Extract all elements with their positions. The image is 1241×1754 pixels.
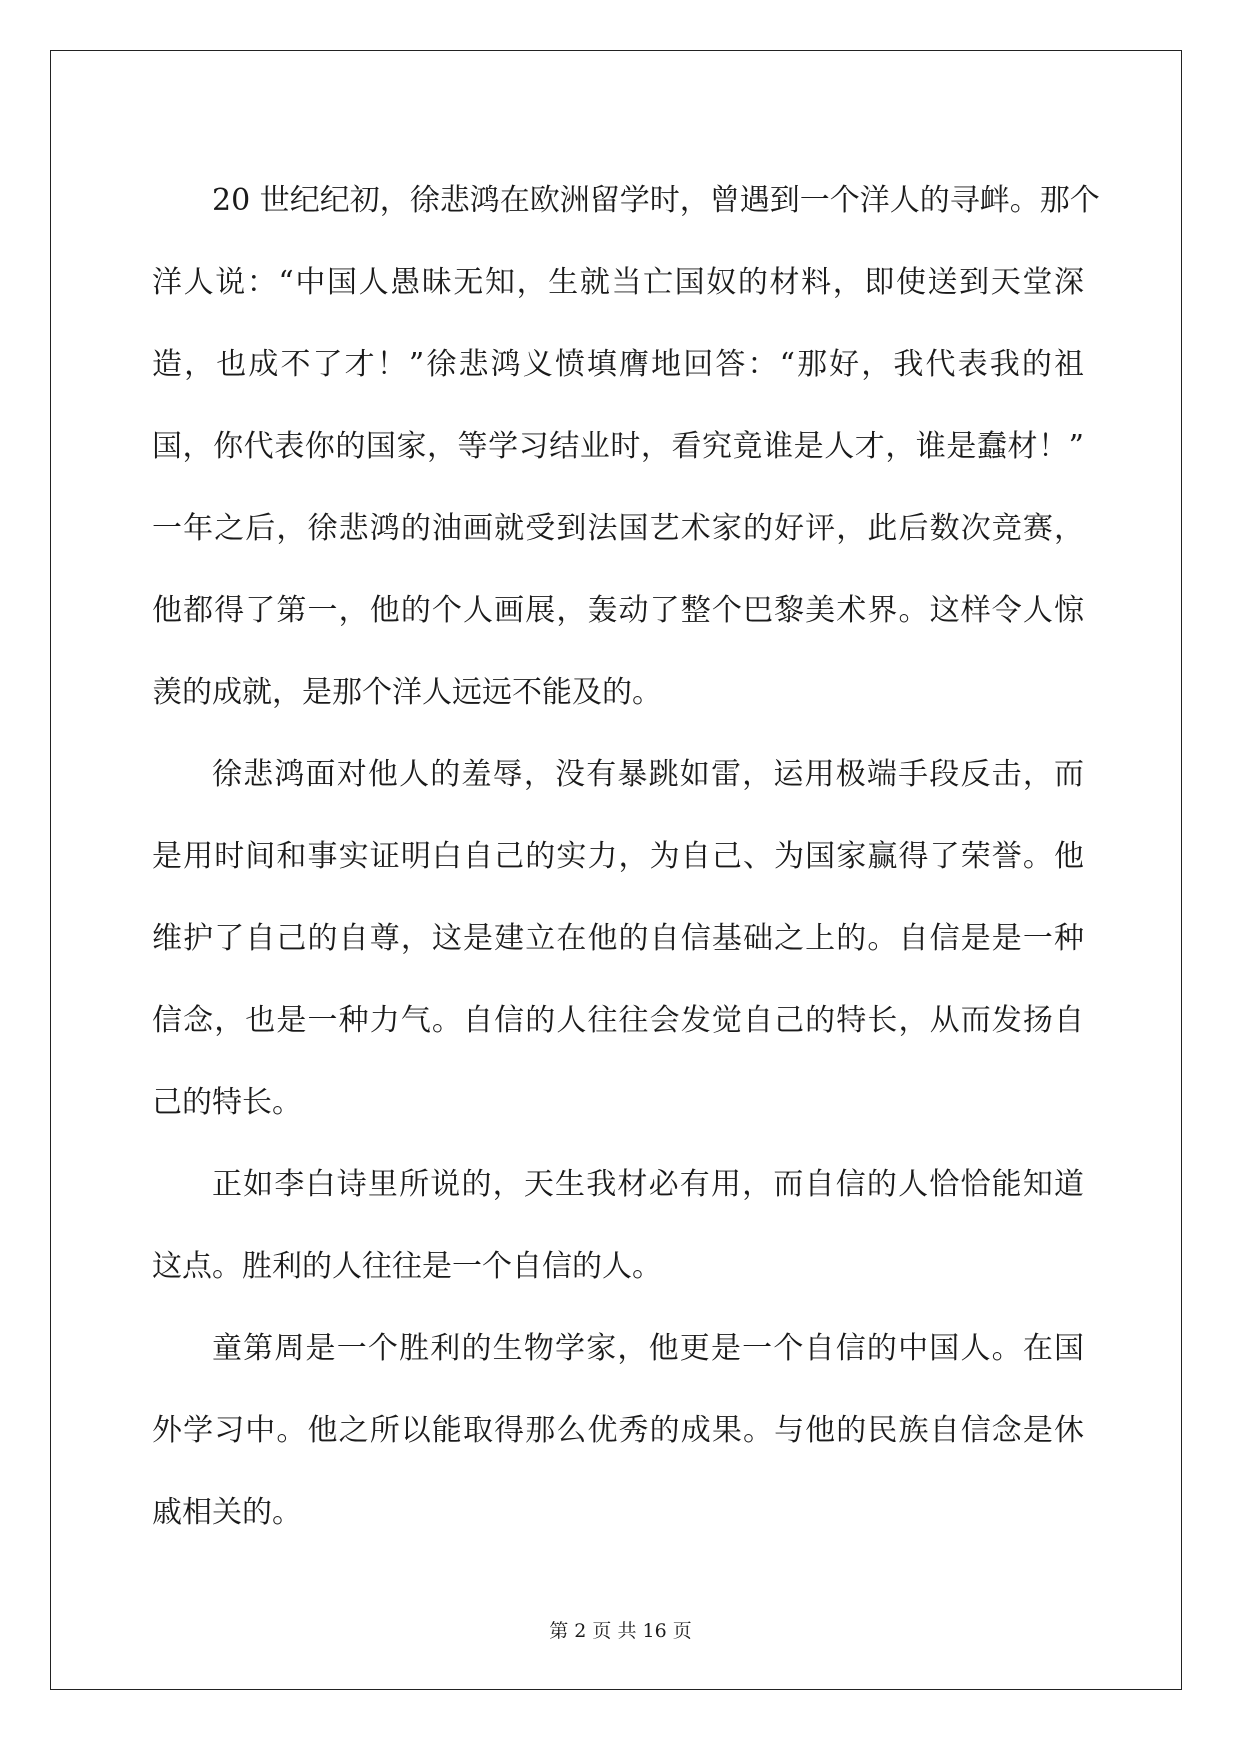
text-line: 戚相关的。 xyxy=(152,1495,302,1530)
paragraph-4 xyxy=(152,1308,1084,1554)
paragraph-2 xyxy=(152,734,1084,1144)
text-line: 维护了自己的自尊，这是建立在他的自信基础之上的。自信是是一种 xyxy=(152,921,1084,956)
text-line: 造，也成不了才！”徐悲鸿义愤填膺地回答：“那好，我代表我的祖 xyxy=(152,347,1084,382)
text-line: 国，你代表你的国家，等学习结业时，看究竟谁是人才，谁是蠢材！” xyxy=(152,429,1084,464)
page-number-footer: 第 2 页 共 16 页 xyxy=(549,1620,692,1642)
text-line: 一年之后，徐悲鸿的油画就受到法国艺术家的好评，此后数次竞赛， xyxy=(152,511,1084,546)
paragraph-3 xyxy=(152,1144,1084,1308)
paragraph-1 xyxy=(152,160,1100,734)
document-body xyxy=(152,160,1100,1554)
text-line: 己的特长。 xyxy=(152,1085,302,1120)
text-line: 20 世纪纪初，徐悲鸿在欧洲留学时，曾遇到一个洋人的寻衅。那个 xyxy=(212,183,1100,218)
text-line: 外学习中。他之所以能取得那么优秀的成果。与他的民族自信念是休 xyxy=(152,1413,1084,1448)
text-line: 洋人说：“中国人愚昧无知，生就当亡国奴的材料，即使送到天堂深 xyxy=(152,265,1084,300)
text-line: 是用时间和事实证明白自己的实力，为自己、为国家赢得了荣誉。他 xyxy=(152,839,1084,874)
text-line: 童第周是一个胜利的生物学家，他更是一个自信的中国人。在国 xyxy=(212,1331,1084,1366)
text-line: 他都得了第一，他的个人画展，轰动了整个巴黎美术界。这样令人惊 xyxy=(152,593,1084,628)
text-line: 信念，也是一种力气。自信的人往往会发觉自己的特长，从而发扬自 xyxy=(152,1003,1084,1038)
text-line: 正如李白诗里所说的，天生我材必有用，而自信的人恰恰能知道 xyxy=(212,1167,1084,1202)
text-line: 这点。胜利的人往往是一个自信的人。 xyxy=(152,1249,662,1284)
text-line: 徐悲鸿面对他人的羞辱，没有暴跳如雷，运用极端手段反击，而 xyxy=(212,757,1084,792)
text-line: 羡的成就，是那个洋人远远不能及的。 xyxy=(152,675,662,710)
